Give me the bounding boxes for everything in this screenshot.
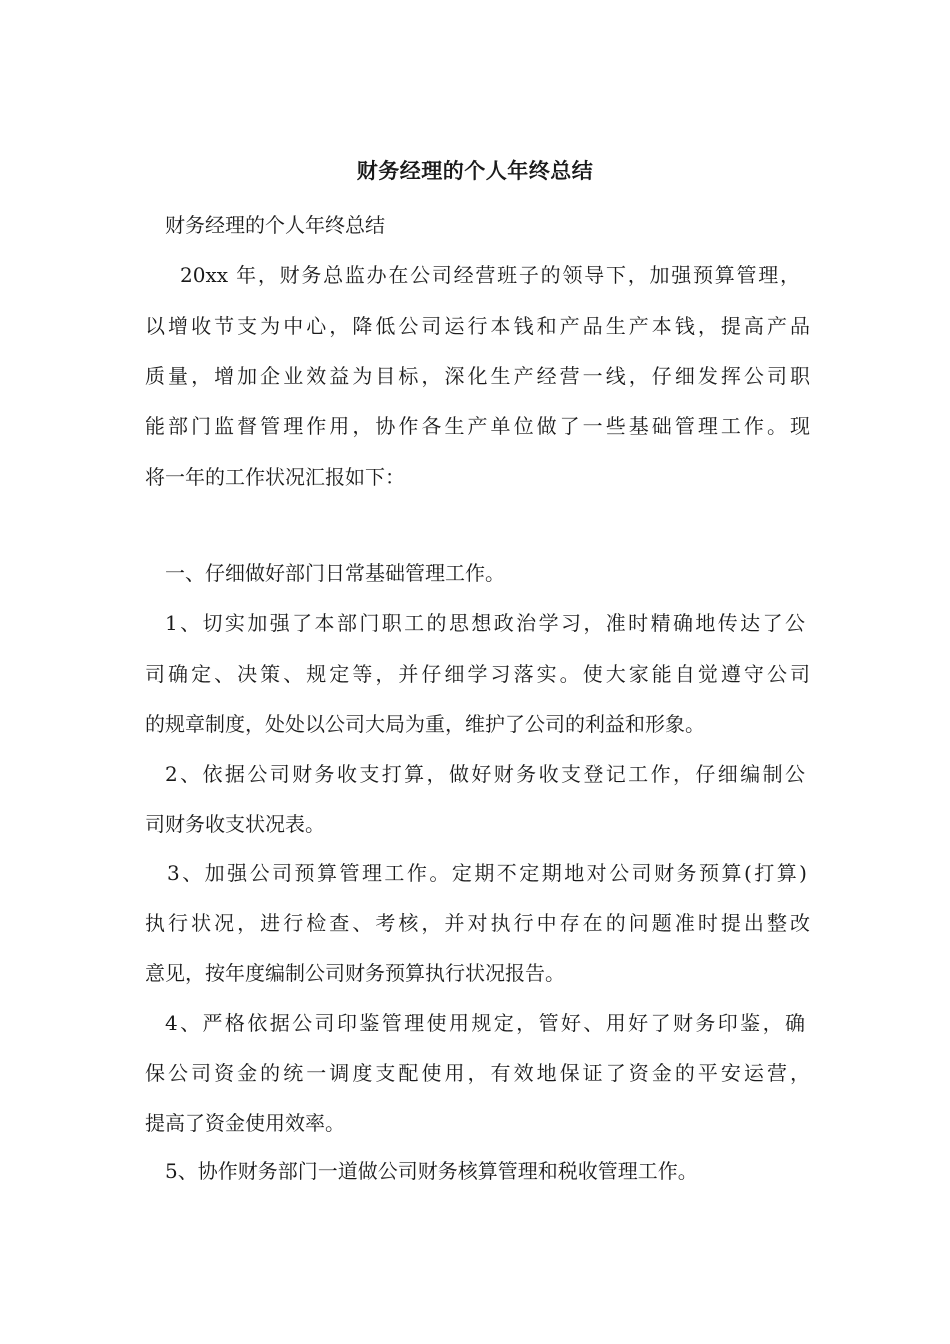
subtitle-line: 财务经理的个人年终总结 [165, 213, 385, 237]
paragraph-line: 1、切实加强了本部门职工的思想政治学习，准时精确地传达了公 [165, 611, 805, 635]
paragraph-line: 能部门监督管理作用，协作各生产单位做了一些基础管理工作。现 [145, 414, 810, 438]
paragraph-line: 2、依据公司财务收支打算，做好财务收支登记工作，仔细编制公 [165, 762, 805, 786]
paragraph-line: 5、协作财务部门一道做公司财务核算管理和税收管理工作。 [165, 1159, 698, 1183]
paragraph-line: 司财务收支状况表。 [145, 812, 325, 836]
paragraph-line: 20xx 年，财务总监办在公司经营班子的领导下，加强预算管理， [180, 263, 800, 287]
paragraph-line: 4、严格依据公司印鉴管理使用规定，管好、用好了财务印鉴，确 [165, 1011, 805, 1035]
document-title: 财务经理的个人年终总结 [356, 158, 594, 183]
paragraph-line: 意见，按年度编制公司财务预算执行状况报告。 [145, 961, 565, 985]
section-heading: 一、仔细做好部门日常基础管理工作。 [165, 561, 505, 585]
paragraph-line: 质量，增加企业效益为目标，深化生产经营一线，仔细发挥公司职 [145, 364, 810, 388]
paragraph-line: 执行状况，进行检查、考核，并对执行中存在的问题准时提出整改 [145, 911, 810, 935]
paragraph-line: 提高了资金使用效率。 [145, 1111, 345, 1135]
paragraph-line: 将一年的工作状况汇报如下： [145, 465, 405, 489]
paragraph-line: 的规章制度，处处以公司大局为重，维护了公司的利益和形象。 [145, 712, 705, 736]
paragraph-line: 以增收节支为中心，降低公司运行本钱和产品生产本钱，提高产品 [145, 314, 810, 338]
paragraph-line: 保公司资金的统一调度支配使用，有效地保证了资金的平安运营， [145, 1061, 810, 1085]
paragraph-line: 3、加强公司预算管理工作。定期不定期地对公司财务预算(打算) [167, 861, 807, 885]
paragraph-line: 司确定、决策、规定等，并仔细学习落实。使大家能自觉遵守公司 [145, 662, 810, 686]
